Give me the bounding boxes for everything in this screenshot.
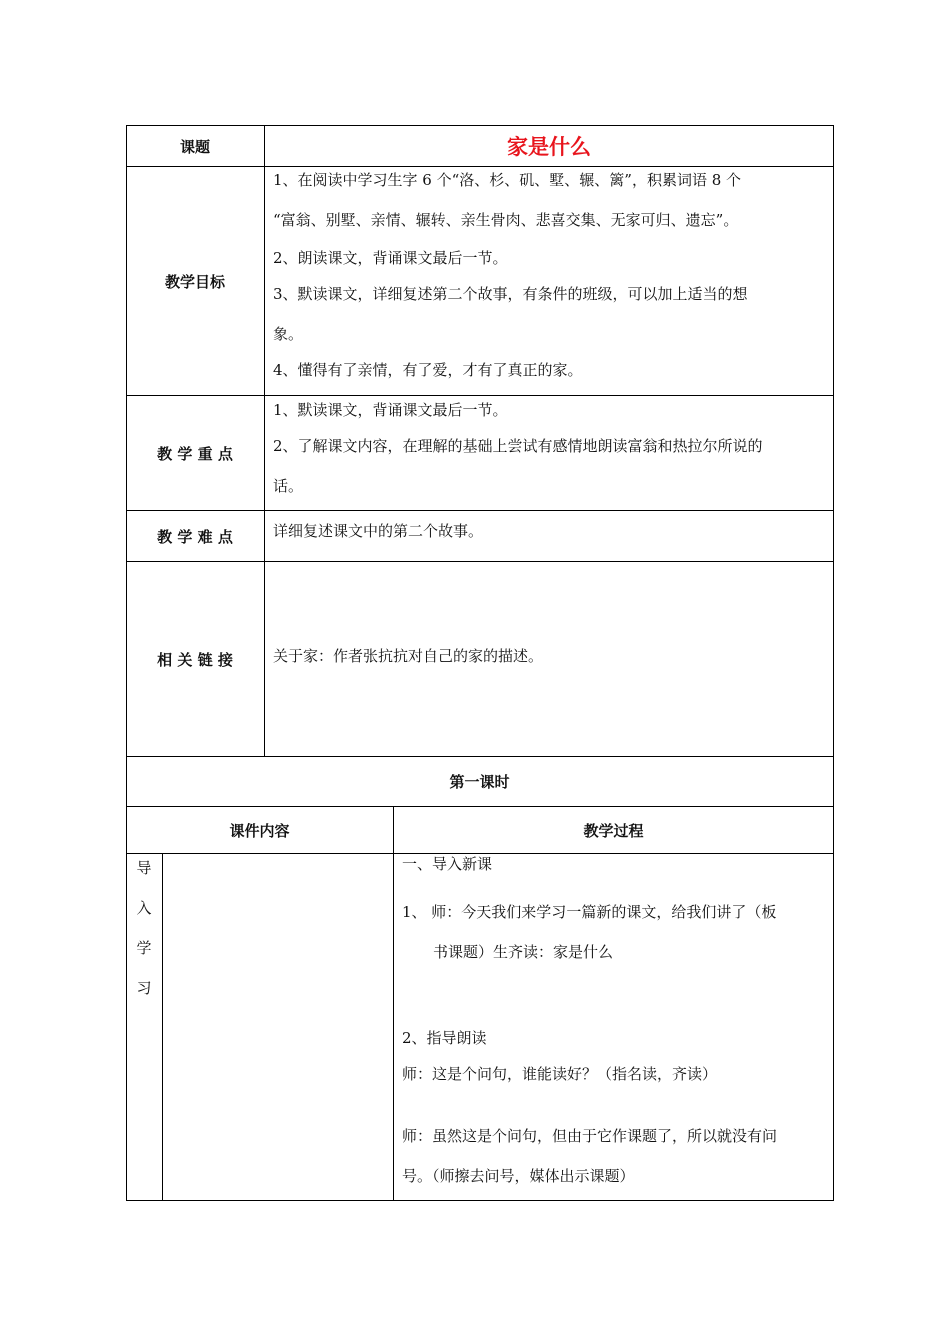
difficulties-label: 教 学 难 点 xyxy=(157,527,233,546)
objective-line: 2、朗读课文，背诵课文最后一节。 xyxy=(273,249,508,267)
difficulties-text: 详细复述课文中的第二个故事。 xyxy=(273,522,484,540)
table-border-right xyxy=(833,125,834,1201)
process-line: 一、导入新课 xyxy=(402,855,493,873)
links-text: 关于家：作者张抗抗对自己的家的描述。 xyxy=(273,647,544,665)
lesson-period-title: 第一课时 xyxy=(449,773,510,791)
objective-line: “富翁、别墅、亲情、辗转、亲生骨肉、悲喜交集、无家可归、遗忘”。 xyxy=(273,211,739,229)
process-line: 师：这是个问句，谁能读好？（指名读，齐读） xyxy=(402,1065,718,1083)
objectives-label: 教学目标 xyxy=(164,272,225,291)
courseware-header: 课件内容 xyxy=(229,821,290,840)
process-line: 1、 师：今天我们来学习一篇新的课文，给我们讲了（板 xyxy=(402,903,777,921)
column-divider xyxy=(162,853,163,1201)
objective-line: 象。 xyxy=(273,325,304,343)
objective-line: 1、在阅读中学习生字 6 个“洛、杉、矶、墅、辗、篱”，积累词语 8 个 xyxy=(273,171,742,189)
lesson-title: 家是什么 xyxy=(507,135,591,159)
key-point-line: 2、了解课文内容，在理解的基础上尝试有感情地朗读富翁和热拉尔所说的 xyxy=(273,437,763,455)
topic-label: 课题 xyxy=(179,137,210,156)
links-label: 相 关 链 接 xyxy=(157,650,233,669)
objective-line: 3、默读课文，详细复述第二个故事，有条件的班级，可以加上适当的想 xyxy=(273,285,748,303)
process-header: 教学过程 xyxy=(583,821,644,840)
column-divider xyxy=(264,125,265,757)
process-line: 号。（师擦去问号，媒体出示课题） xyxy=(402,1167,635,1185)
intro-vertical-label xyxy=(134,858,154,1018)
key-point-line: 话。 xyxy=(273,477,304,495)
process-line: 书课题）生齐读：家是什么 xyxy=(433,943,614,961)
key-points-label: 教 学 重 点 xyxy=(157,444,233,463)
process-line: 师：虽然这是个问句，但由于它作课题了，所以就没有问 xyxy=(402,1127,778,1145)
key-point-line: 1、默读课文，背诵课文最后一节。 xyxy=(273,401,508,419)
column-divider xyxy=(393,806,394,1201)
process-line: 2、指导朗读 xyxy=(402,1029,487,1047)
objective-line: 4、懂得有了亲情，有了爱，才有了真正的家。 xyxy=(273,361,583,379)
vertical-char: 学 xyxy=(136,939,152,957)
vertical-char: 导 xyxy=(136,859,152,877)
vertical-char: 习 xyxy=(136,979,152,997)
vertical-char: 入 xyxy=(136,899,152,917)
table-border-bottom xyxy=(126,1200,834,1201)
